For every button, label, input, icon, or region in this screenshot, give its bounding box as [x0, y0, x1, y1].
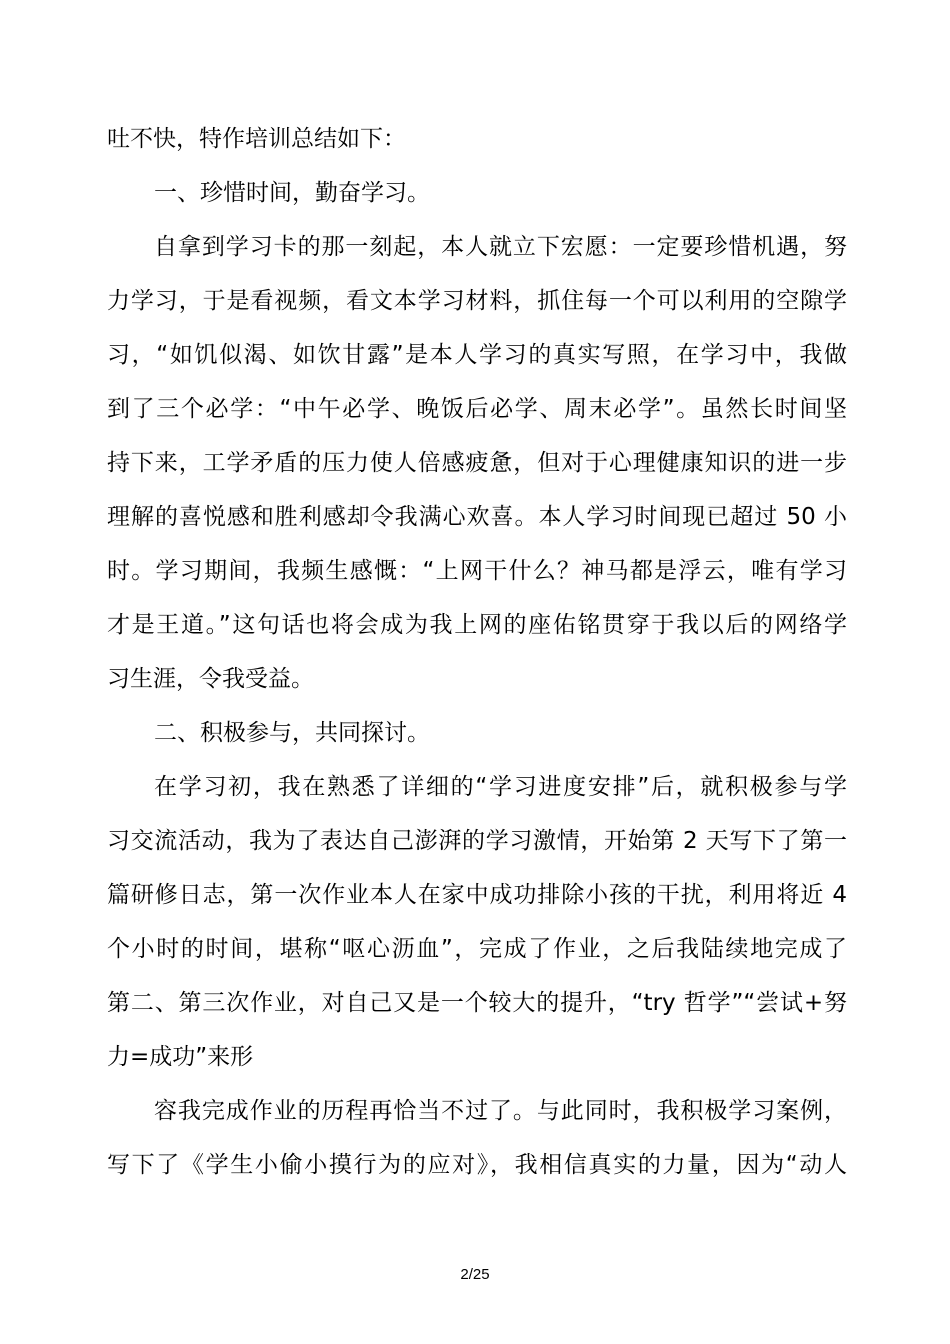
text-line: 理解的喜悦感和胜利感却令我满心欢喜。本人学习时间现已超过 50 小 [107, 504, 847, 530]
text-line: 才是王道。”这句话也将会成为我上网的座佑铭贯穿于我以后的网络学 [107, 612, 847, 638]
section-heading: 二、积极参与，共同探讨。 [154, 720, 430, 746]
text-line: 篇研修日志，第一次作业本人在家中成功排除小孩的干扰，利用将近 4 [107, 882, 847, 908]
text-line: 习交流活动，我为了表达自己澎湃的学习激情，开始第 2 天写下了第一 [107, 828, 847, 854]
text-line: 个小时的时间，堪称“呕心沥血”，完成了作业，之后我陆续地完成了 [107, 936, 847, 962]
text-line: 写下了《学生小偷小摸行为的应对》，我相信真实的力量，因为“动人 [107, 1152, 847, 1178]
text-line: 持下来，工学矛盾的压力使人倍感疲惫，但对于心理健康知识的进一步 [107, 450, 847, 476]
page-number: 2/25 [460, 1266, 490, 1283]
text-line: 在学习初，我在熟悉了详细的“学习进度安排”后，就积极参与学 [154, 774, 847, 800]
section-heading: 一、珍惜时间，勤奋学习。 [154, 180, 430, 206]
text-line: 时。学习期间，我频生感慨：“上网干什么？神马都是浮云，唯有学习 [107, 558, 847, 584]
text-line: 到了三个必学：“中午必学、晚饭后必学、周末必学”。虽然长时间坚 [107, 396, 847, 422]
text-line: 力=成功”来形 [107, 1044, 254, 1070]
text-line: 力学习，于是看视频，看文本学习材料，抓住每一个可以利用的空隙学 [107, 288, 847, 314]
text-line: 吐不快，特作培训总结如下： [107, 126, 406, 152]
text-line: 习生涯，令我受益。 [107, 666, 314, 692]
text-line: 第二、第三次作业，对自己又是一个较大的提升，“try 哲学”“尝试+努 [107, 990, 847, 1016]
text-line: 习，“如饥似渴、如饮甘露”是本人学习的真实写照，在学习中，我做 [107, 342, 847, 368]
text-line: 自拿到学习卡的那一刻起，本人就立下宏愿：一定要珍惜机遇，努 [154, 234, 847, 260]
text-line: 容我完成作业的历程再恰当不过了。与此同时，我积极学习案例， [154, 1098, 847, 1124]
